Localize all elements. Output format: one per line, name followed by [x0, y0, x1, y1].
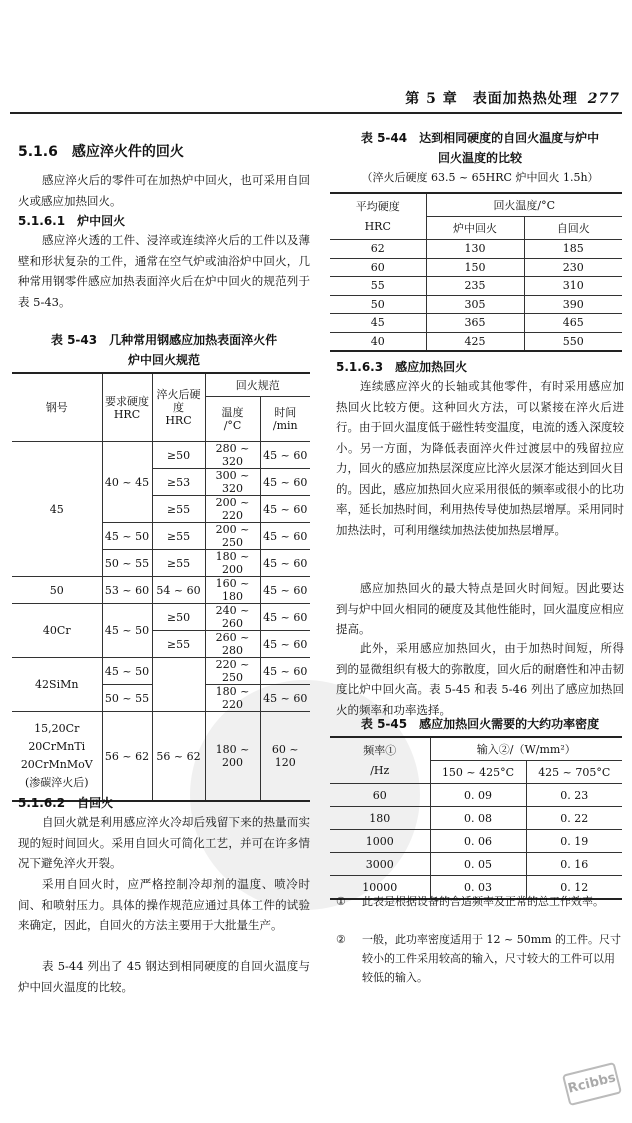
- section-5-1-6-3-paragraph-2: 感应加热回火的最大特点是回火时间短。因此要达到与炉中回火相同的硬度及其他性能时，回火温度应相应提高。: [336, 581, 624, 636]
- th-req-hardness-unit: HRC: [113, 407, 141, 421]
- cell: [152, 658, 205, 712]
- header-rule: [10, 112, 622, 114]
- cell: 0. 08: [430, 807, 526, 830]
- page-header: [330, 88, 620, 108]
- cell: 260 ~ 280: [205, 631, 260, 658]
- cell: 180: [330, 807, 430, 830]
- cell: 200 ~ 220: [205, 496, 260, 523]
- table-row: [330, 853, 622, 876]
- site-watermark-logo: Rcibbs: [562, 1062, 622, 1106]
- cell: 0. 06: [430, 830, 526, 853]
- cell: ≥50: [152, 442, 205, 469]
- th-temper-temp: 回火温度/°C: [426, 193, 622, 217]
- cell: 465: [524, 314, 622, 333]
- cell: 45 ~ 50: [102, 523, 152, 550]
- th-steel: 钢号: [12, 373, 102, 442]
- cell: 40Cr: [12, 604, 102, 658]
- cell: 150: [426, 258, 524, 277]
- table-row: [330, 240, 622, 259]
- cell: 425: [426, 332, 524, 351]
- table-5-45: [330, 736, 622, 900]
- cell: ≥55: [152, 523, 205, 550]
- cell: 280 ~ 320: [205, 442, 260, 469]
- th-time-unit: /min: [272, 419, 298, 432]
- th-freq-unit: /Hz: [370, 763, 390, 777]
- cell: 300 ~ 320: [205, 469, 260, 496]
- footnote-1-text: 此表是根据设备的合适频率及正常的总工作效率。: [362, 895, 604, 908]
- th-req-hardness: [102, 373, 152, 442]
- steel-name: 15,20Cr: [34, 722, 80, 735]
- cell: 3000: [330, 853, 430, 876]
- cell: 56 ~ 62: [102, 712, 152, 802]
- section-5-1-6-1-paragraph: 感应淬火透的工件、浸淬或连续淬火后的工件以及薄壁和形状复杂的工件，通常在空气炉或油浴炉中回火，几种常用钢零件感应加热表面淬火后在炉中回火的规范列于表 5-43。: [18, 233, 310, 309]
- section-5-1-6-2-paragraph-3: 表 5-44 列出了 45 钢达到相同硬度的自回火温度与炉中回火温度的比较。: [18, 959, 310, 994]
- cell: 10000: [330, 876, 430, 900]
- th-temp-label: 温度: [221, 406, 244, 419]
- cell: 230: [524, 258, 622, 277]
- cell: 42SiMn: [12, 658, 102, 712]
- th-input: 输入②/（W/mm²）: [430, 737, 622, 761]
- table-5-45-caption: 表 5-45 感应加热回火需要的大约功率密度: [360, 717, 600, 731]
- cell: 200 ~ 250: [205, 523, 260, 550]
- th-time: [260, 397, 310, 442]
- table-row: [330, 830, 622, 853]
- th-q-hardness-unit: HRC: [165, 414, 192, 427]
- table-row: [330, 295, 622, 314]
- table-row: [330, 314, 622, 333]
- cell: 0. 09: [430, 784, 526, 807]
- section-5-1-6-2-paragraph-2: 采用自回火时，应严格控制冷却剂的温度、喷冷时间、和喷射压力。具体的操作规范应通过具体工件的试验来确定，因此，自回火的方法主要用于大批量生产。: [18, 877, 310, 932]
- cell: 50: [330, 295, 426, 314]
- cell: 45 ~ 60: [260, 631, 310, 658]
- th-q-hardness-label: 淬火后硬度: [156, 388, 201, 414]
- table-5-44-caption-line3: （淬火后硬度 63.5 ~ 65HRC 炉中回火 1.5h）: [361, 171, 599, 184]
- cell: 390: [524, 295, 622, 314]
- cell-steel-45: 45: [12, 442, 102, 577]
- cell: 1000: [330, 830, 430, 853]
- table-row: [330, 332, 622, 351]
- cell: 180 ~ 200: [205, 550, 260, 577]
- table-5-44-caption-line2: 回火温度的比较: [437, 151, 522, 165]
- table-5-44-caption-line1: 表 5-44 达到相同硬度的自回火温度与炉中: [360, 131, 600, 145]
- cell: ≥55: [152, 550, 205, 577]
- footnote-1: [336, 892, 624, 911]
- footnote-2: [336, 930, 624, 987]
- page-number: 277: [587, 91, 620, 107]
- cell: 45 ~ 60: [260, 685, 310, 712]
- cell: 45: [330, 314, 426, 333]
- cell: 53 ~ 60: [102, 577, 152, 604]
- cell: 45 ~ 60: [260, 604, 310, 631]
- cell: 54 ~ 60: [152, 577, 205, 604]
- cell: 0. 19: [526, 830, 622, 853]
- table-row: [12, 604, 310, 631]
- cell: 305: [426, 295, 524, 314]
- section-5-1-6-2-title: 5.1.6.2 自回火: [18, 796, 114, 810]
- cell: 0. 23: [526, 784, 622, 807]
- th-freq-label: 频率①: [363, 743, 397, 757]
- cell: 365: [426, 314, 524, 333]
- table-row: [12, 712, 310, 802]
- cell: 50 ~ 55: [102, 550, 152, 577]
- th-time-label: 时间: [274, 406, 297, 419]
- table-5-43-caption-line2: 炉中回火规范: [127, 353, 200, 367]
- cell: 220 ~ 250: [205, 658, 260, 685]
- cell: 45 ~ 60: [260, 496, 310, 523]
- cell: 310: [524, 277, 622, 296]
- th-self: 自回火: [524, 217, 622, 240]
- table-5-43: [12, 372, 310, 802]
- th-temper: 回火规范: [205, 373, 310, 397]
- table-row: [330, 807, 622, 830]
- cell: 0. 05: [430, 853, 526, 876]
- table-row: [12, 442, 310, 469]
- cell-carburized-steels: [12, 712, 102, 802]
- cell: 60: [330, 258, 426, 277]
- cell: 62: [330, 240, 426, 259]
- cell: 45 ~ 50: [102, 604, 152, 658]
- section-5-1-6-3-paragraph-1: 连续感应淬火的长轴或其他零件，有时采用感应加热回火比较方便。这种回火方法，可以紧接在淬火后进行。由于回火温度低于磁性转变温度，电流的透入深度较小。另一方面，为降低表面淬火件过渡层中的残留拉应力，回火的感应加热层深度应比淬火层深才能达到回火目的。因此，感应加热回火应采用很低的频率或很小的比功率，延长加热时间，利用热传导使加热层增厚。采用同时加热法时，可利用继续加热法使加热层增厚。: [336, 379, 624, 537]
- th-range2: 425 ~ 705°C: [526, 761, 622, 784]
- cell: 130: [426, 240, 524, 259]
- cell: 0. 16: [526, 853, 622, 876]
- cell: 235: [426, 277, 524, 296]
- cell: ≥55: [152, 496, 205, 523]
- th-temp: [205, 397, 260, 442]
- cell: 40 ~ 45: [102, 442, 152, 523]
- cell: 55: [330, 277, 426, 296]
- section-5-1-6-2-paragraph-1: 自回火就是利用感应淬火冷却后残留下来的热量而实现的短时间回火。采用自回火可简化工艺，并可在许多情况下避免淬火开裂。: [18, 815, 310, 870]
- cell: 45 ~ 60: [260, 577, 310, 604]
- cell: 50: [12, 577, 102, 604]
- cell: 40: [330, 332, 426, 351]
- th-range1: 150 ~ 425°C: [430, 761, 526, 784]
- cell: 240 ~ 260: [205, 604, 260, 631]
- cell: 45 ~ 50: [102, 658, 152, 685]
- cell: 45 ~ 60: [260, 469, 310, 496]
- th-avg-hardness-label: 平均硬度: [355, 199, 400, 213]
- section-5-1-6-1-title: 5.1.6.1 炉中回火: [18, 214, 126, 228]
- table-5-43-caption: [18, 330, 310, 370]
- table-row: [330, 277, 622, 296]
- table-5-44-caption: [330, 128, 630, 188]
- table-row: [330, 258, 622, 277]
- th-freq: [330, 737, 430, 784]
- cell: 45 ~ 60: [260, 658, 310, 685]
- cell: 0. 03: [430, 876, 526, 900]
- cell: 45 ~ 60: [260, 523, 310, 550]
- footnote-1-mark: ①: [336, 895, 346, 908]
- th-temp-unit: /°C: [223, 419, 242, 432]
- chapter-title: 第 5 章 表面加热热处理: [405, 91, 578, 107]
- cell: ≥53: [152, 469, 205, 496]
- cell: 45 ~ 60: [260, 442, 310, 469]
- steel-name: 20CrMnMoV: [20, 758, 93, 771]
- table-5-44: [330, 192, 622, 352]
- cell: 56 ~ 62: [152, 712, 205, 802]
- cell: 60 ~ 120: [260, 712, 310, 802]
- cell: 180 ~ 220: [205, 685, 260, 712]
- table-row: [12, 577, 310, 604]
- steel-name: (渗碳淬火后): [24, 776, 89, 789]
- cell: 550: [524, 332, 622, 351]
- th-avg-hardness: [330, 193, 426, 240]
- cell: 0. 12: [526, 876, 622, 900]
- cell: 180 ~ 200: [205, 712, 260, 802]
- cell: ≥50: [152, 604, 205, 631]
- th-furnace: 炉中回火: [426, 217, 524, 240]
- cell: 45 ~ 60: [260, 550, 310, 577]
- th-avg-hardness-unit: HRC: [364, 219, 391, 233]
- th-q-hardness: [152, 373, 205, 442]
- cell: 60: [330, 784, 430, 807]
- table-row: [330, 784, 622, 807]
- footnote-2-mark: ②: [336, 933, 346, 946]
- section-5-1-6-paragraph: 感应淬火后的零件可在加热炉中回火，也可采用自回火或感应加热回火。: [18, 173, 310, 208]
- cell: ≥55: [152, 631, 205, 658]
- cell: 185: [524, 240, 622, 259]
- cell: 160 ~ 180: [205, 577, 260, 604]
- section-5-1-6-3-paragraph-3: 此外，采用感应加热回火，由于加热时间短，所得到的显微组织有极大的弥散度，回火后的耐磨性和冲击韧度比炉中回火高。表 5-45 和表 5-46 列出了感应加热回火的频率和功率选择。: [336, 641, 624, 717]
- cell: 0. 22: [526, 807, 622, 830]
- table-5-43-caption-line1: 表 5-43 几种常用钢感应加热表面淬火件: [50, 333, 278, 347]
- footnote-2-text: 一般，此功率密度适用于 12 ~ 50mm 的工件。尺寸较小的工件采用较高的输入，尺寸较大的工件可以用较低的输入。: [362, 933, 622, 984]
- cell: 50 ~ 55: [102, 685, 152, 712]
- steel-name: 20CrMnTi: [28, 740, 86, 753]
- section-5-1-6-title: 5.1.6 感应淬火件的回火: [18, 144, 184, 160]
- table-row: [12, 658, 310, 685]
- th-req-hardness-label: 要求硬度: [105, 394, 149, 408]
- section-5-1-6-3-title: 5.1.6.3 感应加热回火: [336, 360, 468, 374]
